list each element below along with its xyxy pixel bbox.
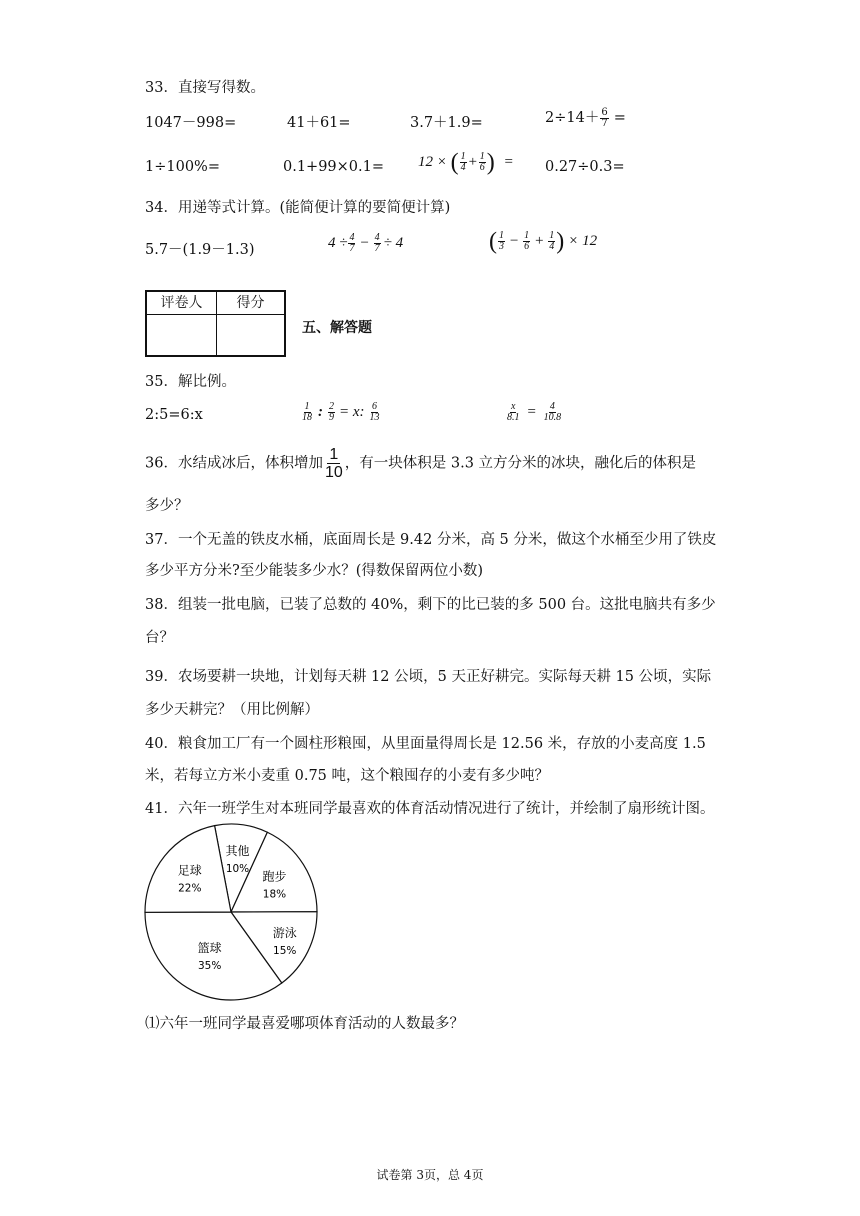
pie-chart	[141, 822, 321, 1002]
minus-sign: −	[509, 232, 520, 249]
q33-expr-3: 3.7＋1.9=	[410, 115, 483, 131]
fraction-numerator: 4	[349, 232, 355, 243]
q33-expr-7-frac1	[460, 152, 467, 173]
plus-sign: +	[467, 153, 478, 170]
fraction-denominator: 8.1	[507, 412, 520, 423]
pie-percent-5: 22%	[178, 882, 202, 895]
fraction-numerator: 2	[329, 401, 334, 412]
fraction-numerator: 6	[601, 106, 608, 118]
q34-expr-2-b: ÷ 4	[383, 234, 404, 251]
fraction-numerator: 1	[460, 151, 466, 162]
pie-label-5: 足球	[177, 863, 202, 878]
q33-expr-8: 0.27÷0.3=	[545, 159, 625, 175]
score-table-header-grader: 评卷人	[147, 292, 216, 315]
fraction-numerator: 6	[372, 401, 378, 412]
q36-text-b: ，有一块体积是 3.3 立方分米的冰块，融化后的体积是	[344, 455, 697, 472]
q34-expr-3-frac3	[548, 231, 555, 252]
fraction-denominator: 3	[499, 241, 504, 252]
pie-percent-4: 35%	[198, 960, 222, 973]
fraction-denominator: 7	[601, 117, 608, 129]
q40-line-2: 米，若每立方米小麦重 0.75 吨，这个粮囤存的小麦有多少吨？	[145, 768, 550, 784]
score-table	[145, 290, 286, 357]
q34-title: 34．用递等式计算。(能简便计算的要简便计算)	[145, 200, 451, 216]
q35-expr-2-frac1	[301, 402, 313, 423]
score-table-divider	[216, 292, 217, 355]
q34-expr-2	[328, 233, 403, 254]
fraction-denominator: 4	[460, 162, 466, 173]
fraction-numerator: 1	[549, 230, 555, 241]
q33-expr-7	[418, 149, 513, 176]
q39-line-1: 39．农场要耕一块地，计划每天耕 12 公顷，5 天正好耕完。实际每天耕 15 公顷，实际	[145, 669, 712, 685]
q33-expr-2: 41＋61=	[287, 115, 351, 131]
q35-expr-2	[300, 402, 382, 423]
plus-sign: +	[534, 232, 545, 249]
q35-expr-2-frac2	[328, 402, 335, 423]
pie-label-3: 游泳	[272, 925, 297, 940]
paren-close: )	[556, 228, 565, 255]
section-title: 五、解答题	[302, 320, 372, 336]
paren-close: )	[486, 149, 495, 176]
fraction-denominator: 18	[302, 412, 312, 423]
q35-expr-2-mid: = x:	[339, 403, 365, 420]
q35-expr-3-frac1	[506, 402, 521, 423]
q33-expr-6: 0.1+99×0.1=	[283, 159, 385, 175]
q36-fraction	[325, 446, 343, 481]
fraction-numerator: 1	[524, 230, 530, 241]
q34-expr-3-b: × 12	[568, 232, 598, 249]
q35-expr-1: 2:5=6:x	[145, 407, 203, 423]
fraction-numerator: 4	[374, 232, 380, 243]
fraction-denominator: 6	[524, 241, 530, 252]
q34-expr-2-frac1	[348, 233, 355, 254]
q34-expr-3	[489, 228, 598, 255]
q35-expr-3-frac2	[543, 402, 563, 423]
q34-expr-2-a: 4 ÷	[328, 234, 348, 251]
fraction-denominator: 6	[479, 162, 485, 173]
colon: :	[318, 403, 323, 420]
fraction-numerator: 4	[549, 401, 555, 412]
q40-line-1: 40．粮食加工厂有一个圆柱形粮囤，从里面量得周长是 12.56 米，存放的小麦高度 1.5	[145, 736, 706, 752]
q33-expr-7-frac2	[479, 152, 486, 173]
equals-sign: =	[526, 403, 537, 420]
q34-expr-3-frac2	[523, 231, 530, 252]
fraction-numerator: 1	[499, 230, 504, 241]
q34-expr-3-frac1	[498, 231, 505, 252]
fraction-denominator: 4	[549, 241, 555, 252]
pie-label-2: 跑步	[262, 869, 287, 884]
page-footer: 试卷第 3页，总 4页	[376, 1168, 484, 1182]
q38-line-1: 38．组装一批电脑，已装了总数的 40%，剩下的比已装的多 500 台。这批电脑共有多少	[145, 597, 716, 613]
q33-expr-7-text: 12 ×	[418, 153, 447, 170]
q35-expr-2-frac3	[369, 402, 381, 423]
q37-line-2: 多少平方分米?至少能装多少水？(得数保留两位小数)	[145, 563, 484, 579]
q36-line-1	[145, 446, 696, 481]
paren-open: (	[450, 149, 459, 176]
q37-line-1: 37．一个无盖的铁皮水桶，底面周长是 9.42 分米，高 5 分米，做这个水桶至少用了铁皮	[145, 532, 717, 548]
fraction-denominator: 7	[349, 243, 355, 254]
fraction-denominator: 10	[324, 464, 343, 481]
pie-percent-3: 15%	[273, 944, 297, 957]
fraction-denominator: 9	[329, 412, 334, 423]
fraction-numerator: 1	[329, 446, 339, 463]
q33-expr-4-fraction	[600, 108, 608, 129]
q36-text-a: 36．水结成冰后，体积增加	[145, 455, 323, 472]
minus-sign: −	[359, 234, 370, 251]
q33-expr-5: 1÷100%=	[145, 159, 220, 175]
q39-line-2: 多少天耕完？（用比例解）	[145, 702, 319, 718]
q38-line-2: 台？	[145, 630, 174, 646]
q35-title: 35．解比例。	[145, 374, 236, 390]
score-table-header-score: 得分	[217, 292, 284, 315]
fraction-numerator: x	[511, 401, 516, 412]
pie-percent-1: 10%	[225, 862, 250, 875]
paren-open: (	[489, 228, 497, 255]
fraction-denominator: 10.8	[543, 412, 562, 423]
pie-label-4: 篮球	[197, 941, 222, 956]
fraction-numerator: 1	[304, 401, 310, 412]
q33-expr-4-text: 2÷14＋	[545, 110, 600, 126]
q33-expr-7-eq: =	[504, 153, 513, 170]
q33-title: 33．直接写得数。	[145, 80, 265, 96]
fraction-numerator: 1	[479, 151, 485, 162]
q35-expr-3	[505, 402, 563, 423]
q33-expr-1: 1047－998=	[145, 115, 237, 131]
fraction-denominator: 13	[369, 412, 380, 423]
q33-expr-4	[545, 106, 626, 129]
fraction-denominator: 7	[374, 243, 380, 254]
q34-expr-2-frac2	[374, 233, 381, 254]
q33-expr-4-eq: =	[613, 110, 626, 126]
pie-percent-2: 18%	[262, 888, 287, 901]
q34-expr-1: 5.7－(1.9－1.3)	[145, 242, 255, 258]
pie-label-1: 其他	[225, 843, 250, 858]
q41-sub-1: ⑴六年一班同学最喜爱哪项体育活动的人数最多？	[145, 1016, 464, 1032]
q36-line-2: 多少？	[145, 498, 189, 514]
q41-line-1: 41．六年一班学生对本班同学最喜欢的体育活动情况进行了统计，并绘制了扇形统计图。	[145, 801, 715, 817]
